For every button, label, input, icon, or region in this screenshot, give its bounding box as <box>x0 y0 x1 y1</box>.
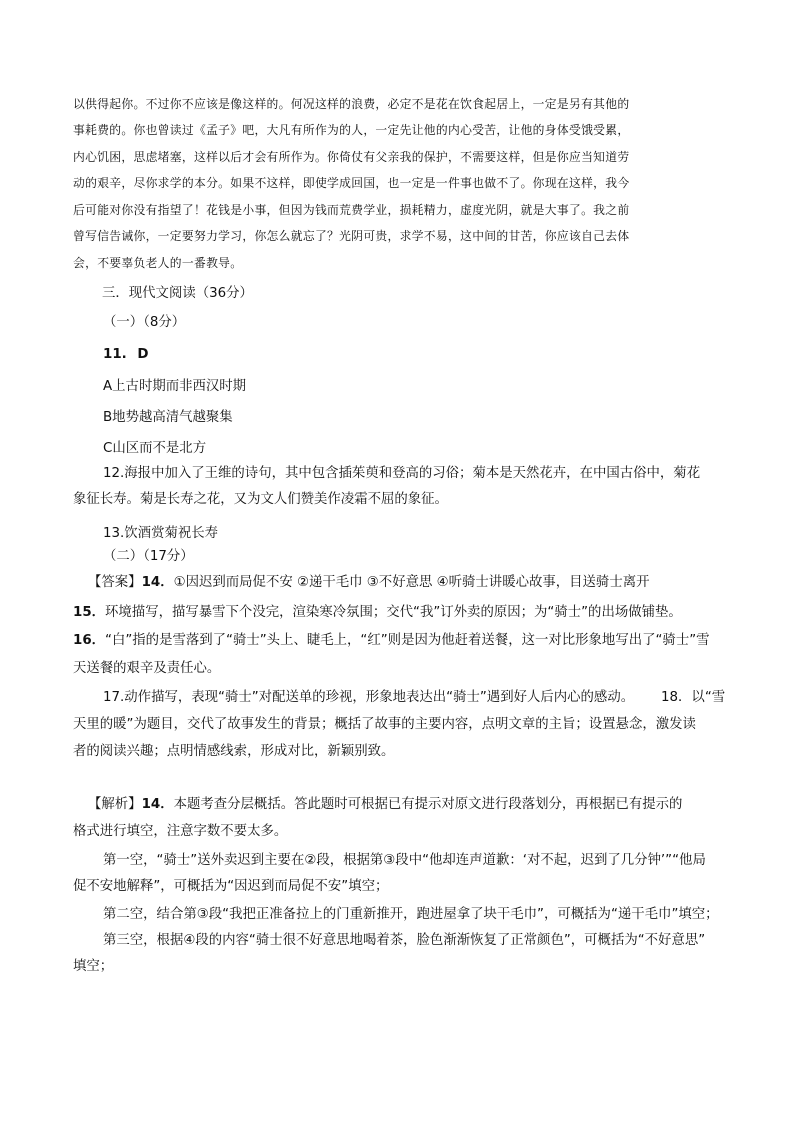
q16-text-1: “白”指的是雪落到了“骑士”头上、睫毛上，“红”则是因为他赶着送餐，这一对比形象地写出了“骑士”雪 <box>105 633 710 648</box>
part1-heading: （一）（8分） <box>103 315 186 330</box>
answer-q15 <box>73 604 682 622</box>
analysis-line-6: 第三空，根据④段的内容“骑士很不好意思地喝着茶，脸色渐渐恢复了正常颜色”，可概括为“不好意思” <box>103 933 706 948</box>
analysis-line-4: 促不安地解释”，可概括为“因迟到而局促不安”填空； <box>73 879 389 894</box>
analysis-line-3: 第一空，“骑士”送外卖迟到主要在②段，根据第③段中“他却连声道歉：‘对不起，迟到了几分钟’”“他局 <box>103 853 706 868</box>
translation-line-2: 事耗费的。你也曾读过《孟子》吧，大凡有所作为的人，一定先让他的内心受苦，让他的身体受饿受累， <box>73 123 630 137</box>
translation-line-5: 后可能对你没有指望了！花钱是小事，但因为钱而荒费学业，损耗精力，虚度光阴，就是大事了。我之前 <box>73 203 630 217</box>
analysis-text-1: 本题考查分层概括。答此题时可根据已有提示对原文进行段落划分，再根据已有提示的 <box>173 797 683 812</box>
analysis-tag: 【解析】 <box>88 797 142 812</box>
translation-line-1: 以供得起你。不过你不应该是像这样的。何况这样的浪费，必定不是花在饮食起居上，一定是另有其他的 <box>73 97 630 111</box>
translation-line-6: 曾写信告诫你，一定要努力学习，你怎么就忘了？光阴可贵，求学不易，这中间的甘苦，你应该自己去体 <box>73 229 630 243</box>
q14-num: 14． <box>141 575 174 590</box>
answer-q18-line-3: 者的阅读兴趣；点明情感线索，形成对比，新颖别致。 <box>73 744 395 759</box>
analysis-q14-num: 14． <box>141 797 174 812</box>
q11-option-a: A上古时期而非西汉时期 <box>103 379 247 394</box>
q11-num: 11. <box>103 347 127 362</box>
answer-q14 <box>88 574 650 592</box>
q12-line-1: 12.海报中加入了王维的诗句，其中包含插茱萸和登高的习俗；菊本是天然花卉，在中国古俗中，菊花 <box>103 466 701 481</box>
answer-q18-line-2: 天里的暖”为题目，交代了故事发生的背景；概括了故事的主要内容，点明文章的主旨；设置悬念，激发读 <box>73 717 696 732</box>
q12-line-2: 象征长寿。菊是长寿之花，又为文人们赞美作凌霜不屈的象征。 <box>73 492 448 507</box>
analysis-line-7: 填空； <box>73 959 114 974</box>
translation-line-4: 动的艰辛，尽你求学的本分。如果不这样，即使学成回国，也一定是一件事也做不了。你现在这样，我今 <box>73 176 630 190</box>
q15-text: 环境描写，描写暴雪下个没完，渲染寒冷氛围；交代“我”订外卖的原因；为“骑士”的出场做铺垫。 <box>105 605 682 620</box>
answer-q17: 17.动作描写，表现“骑士”对配送单的珍视，形象地表达出“骑士”遇到好人后内心的感动。 <box>103 690 635 705</box>
answer-tag: 【答案】 <box>88 575 142 590</box>
analysis-line-1 <box>88 796 682 814</box>
answer-q16-line-2: 天送餐的艰辛及责任心。 <box>73 661 221 676</box>
answer-q16-line-1 <box>73 632 710 650</box>
q11-number <box>103 346 149 364</box>
q11-option-c: C山区而不是北方 <box>103 441 207 456</box>
q14-text: ①因迟到而局促不安 ②递干毛巾 ③不好意思 ④听骑士讲暖心故事，目送骑士离开 <box>173 575 650 590</box>
q11-option-b: B地势越高清气越聚集 <box>103 410 233 425</box>
analysis-line-2: 格式进行填空，注意字数不要太多。 <box>73 824 288 839</box>
section-heading: 三．现代文阅读（36分） <box>102 286 253 301</box>
part2-heading: （二）（17分） <box>103 549 194 564</box>
analysis-line-5: 第二空，结合第③段“我把正准备拉上的门重新推开，跑进屋拿了块干毛巾”，可概括为“递干毛巾”填空； <box>103 907 719 922</box>
q11-answer: D <box>137 347 149 362</box>
translation-line-3: 内心饥困，思虑堵塞，这样以后才会有所作为。你倚仗有父亲我的保护，不需要这样，但是你应当知道劳 <box>73 150 630 164</box>
q15-num: 15． <box>73 605 106 620</box>
answer-q18-start: 18．以“雪 <box>661 690 726 705</box>
q16-num: 16． <box>73 633 106 648</box>
translation-line-7: 会，不要辜负老人的一番教导。 <box>73 256 243 270</box>
q13-answer: 13.饮酒赏菊祝长寿 <box>103 526 219 541</box>
